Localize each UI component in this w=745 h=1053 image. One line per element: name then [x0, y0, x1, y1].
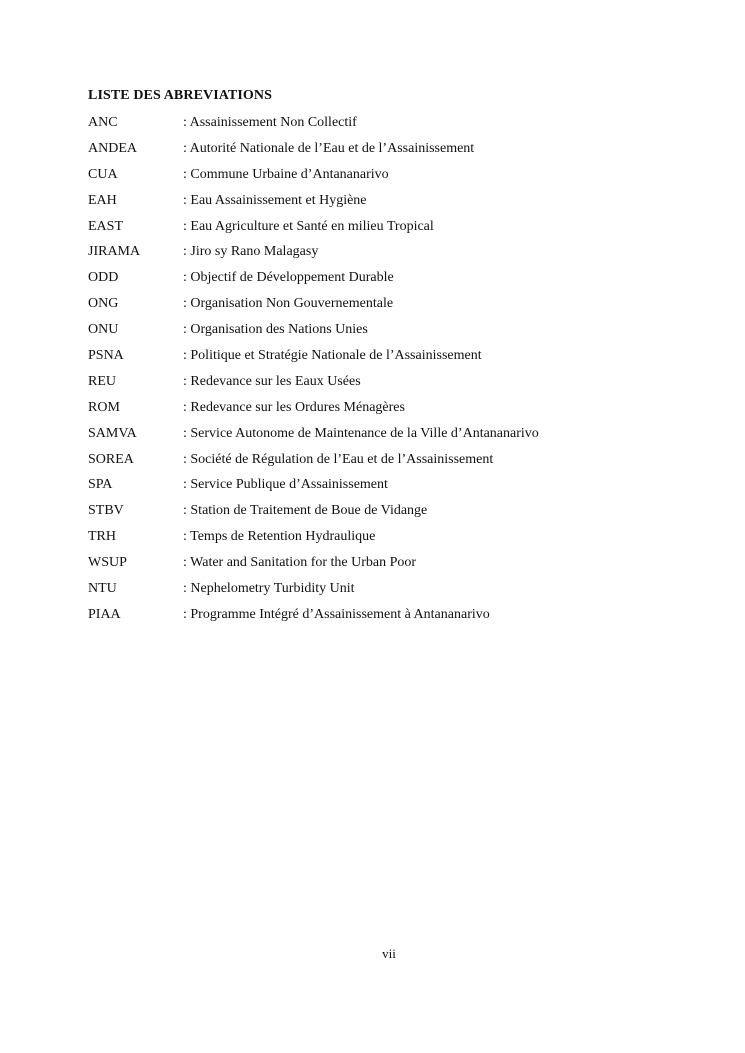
abbreviation-row [88, 528, 688, 554]
abbreviation-definition: : Assainissement Non Collectif [183, 115, 357, 130]
abbreviation-code: SOREA [88, 451, 134, 467]
abbreviation-definition: : Commune Urbaine d’Antananarivo [183, 166, 389, 182]
abbreviation-definition: : Station de Traitement de Boue de Vidange [183, 503, 428, 519]
abbreviation-definition: : Nephelometry Turbidity Unit [183, 581, 355, 597]
abbreviation-code: EAH [88, 192, 117, 208]
abbreviation-row [88, 295, 688, 321]
page-number: vii [382, 946, 396, 961]
abbreviation-row [88, 321, 688, 347]
abbreviation-code: SPA [88, 477, 113, 493]
abbreviation-row [88, 347, 688, 373]
abbreviation-definition: : Service Publique d’Assainissement [183, 477, 388, 493]
abbreviation-code: WSUP [88, 555, 127, 571]
abbreviation-row [88, 140, 688, 166]
abbreviation-code: NTU [88, 581, 117, 597]
abbreviation-definition: : Water and Sanitation for the Urban Poor [183, 555, 417, 571]
abbreviation-code: STBV [88, 503, 124, 519]
abbreviation-row [88, 580, 688, 606]
abbreviation-code: REU [88, 373, 116, 389]
abbreviation-code: ANC [88, 115, 118, 130]
abbreviation-definition: : Politique et Stratégie Nationale de l’Assainissement [183, 348, 482, 364]
abbreviation-code: EAST [88, 218, 123, 234]
abbreviation-code: ODD [88, 270, 119, 286]
abbreviation-row [88, 425, 688, 451]
abbreviation-definition: : Société de Régulation de l’Eau et de l’Assainissement [183, 451, 494, 467]
abbreviation-definition: : Programme Intégré d’Assainissement à Antananarivo [183, 606, 490, 622]
abbreviation-code: PSNA [88, 348, 124, 364]
abbreviation-definition: : Temps de Retention Hydraulique [183, 529, 376, 545]
abbreviation-code: ONU [88, 322, 119, 338]
abbreviation-definition: : Organisation des Nations Unies [183, 322, 368, 338]
abbreviation-definition: : Organisation Non Gouvernementale [183, 296, 394, 312]
page-title: LISTE DES ABREVIATIONS [88, 88, 273, 103]
abbreviation-definition: : Eau Assainissement et Hygiène [183, 192, 367, 208]
abbreviation-definition: : Jiro sy Rano Malagasy [183, 244, 319, 260]
abbreviation-row [88, 373, 688, 399]
abbreviation-row [88, 269, 688, 295]
abbreviation-row [88, 554, 688, 580]
abbreviation-row [88, 451, 688, 477]
abbreviation-row [88, 502, 688, 528]
abbreviation-row [88, 243, 688, 269]
abbreviation-row [88, 476, 688, 502]
abbreviation-row [88, 192, 688, 218]
abbreviation-code: ONG [88, 296, 119, 312]
abbreviation-code: PIAA [88, 606, 121, 622]
abbreviation-code: CUA [88, 166, 118, 182]
abbreviation-code: SAMVA [88, 425, 137, 441]
abbreviation-list [88, 114, 688, 632]
abbreviation-row [88, 218, 688, 244]
abbreviation-definition: : Objectif de Développement Durable [183, 270, 394, 286]
abbreviation-code: TRH [88, 529, 116, 545]
abbreviation-definition: : Eau Agriculture et Santé en milieu Tropical [183, 218, 434, 234]
abbreviation-code: ROM [88, 399, 120, 415]
abbreviation-code: ANDEA [88, 140, 137, 156]
abbreviation-row [88, 114, 688, 140]
abbreviation-definition: : Redevance sur les Eaux Usées [183, 373, 361, 389]
abbreviation-definition: : Service Autonome de Maintenance de la Ville d’Antananarivo [183, 425, 539, 441]
abbreviation-definition: : Autorité Nationale de l’Eau et de l’Assainissement [183, 140, 475, 156]
abbreviation-row [88, 166, 688, 192]
abbreviation-row [88, 399, 688, 425]
abbreviation-row [88, 606, 688, 632]
abbreviation-code: JIRAMA [88, 244, 141, 260]
abbreviation-definition: : Redevance sur les Ordures Ménagères [183, 399, 405, 415]
